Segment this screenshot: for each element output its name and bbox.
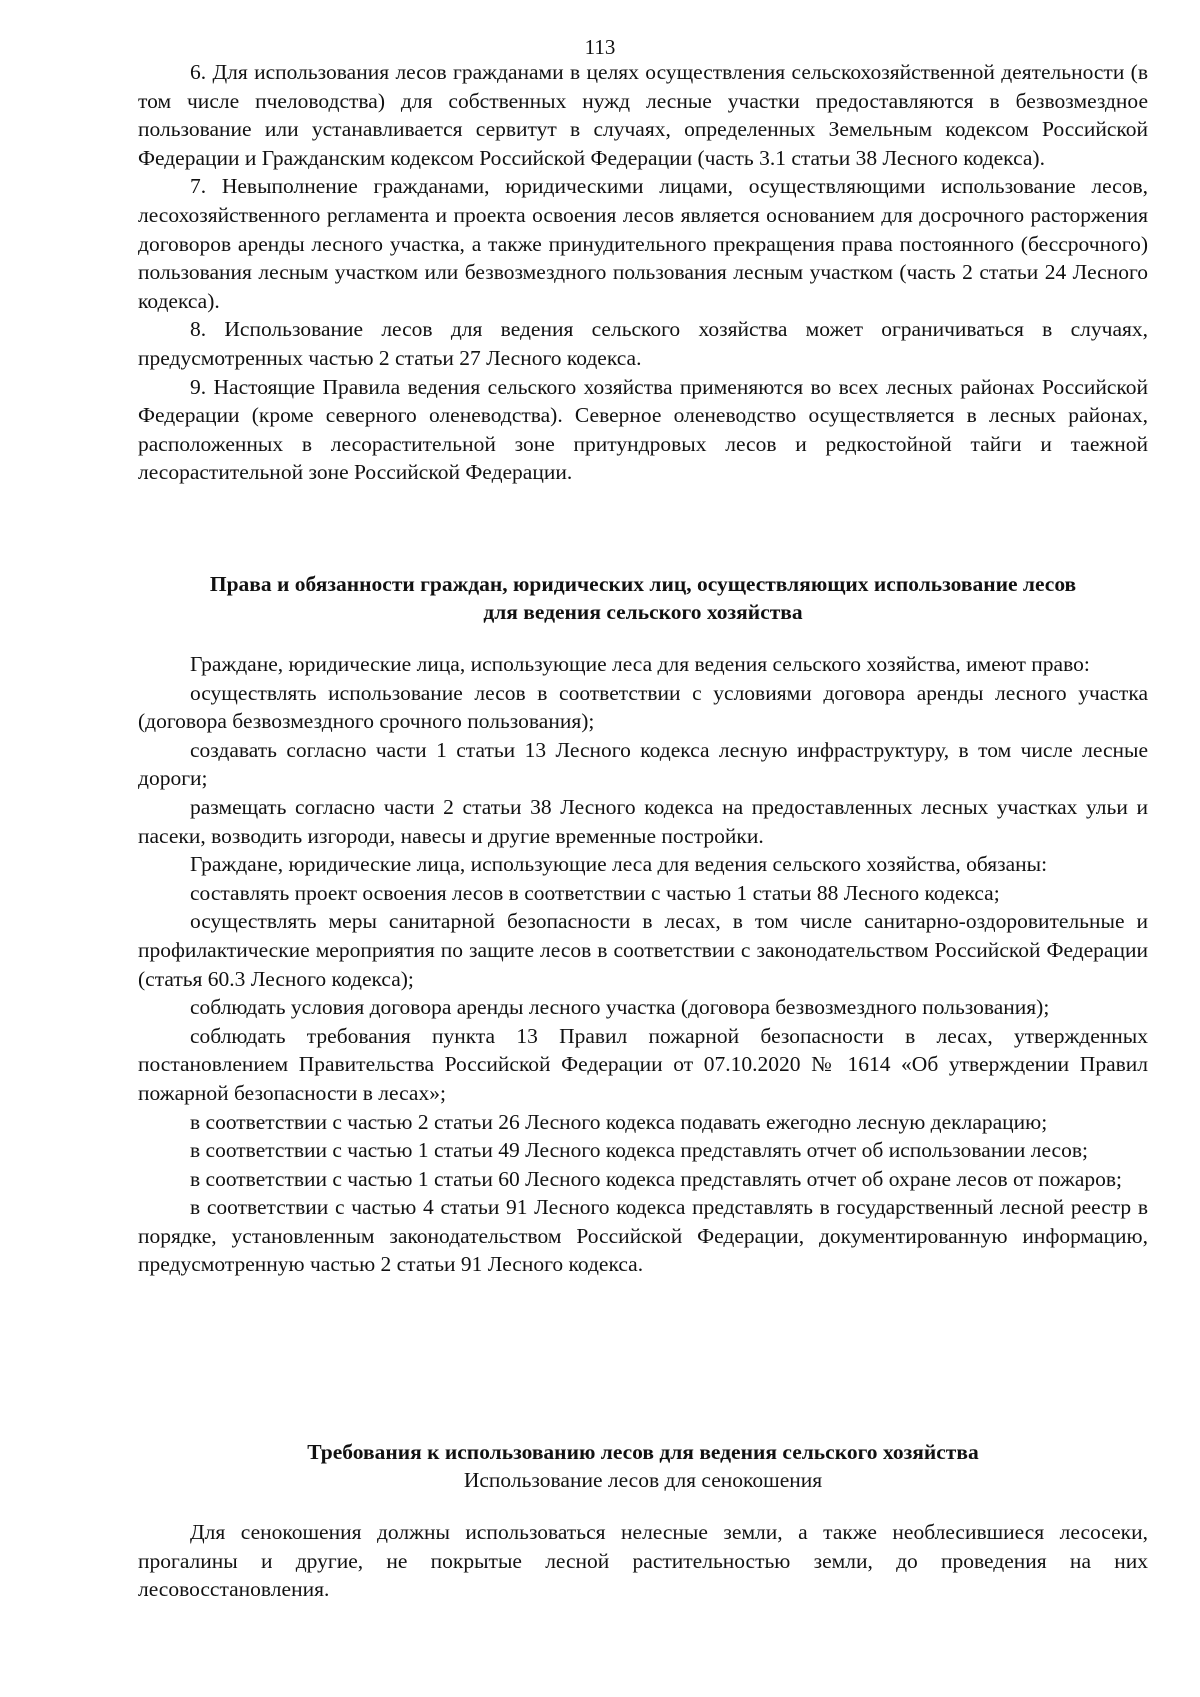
duties-paragraph: осуществлять меры санитарной безопасности в лесах, в том числе санитарно-оздоровительные и профилактические мероприятия по защите лесов в соответствии с законодательством Российской Федерации (статья 60.3 Лесного кодекса); bbox=[138, 909, 1148, 991]
section-heading: Требования к использованию лесов для ведения сельского хозяйства bbox=[307, 1440, 979, 1464]
duties-paragraph: в соответствии с частью 1 статьи 60 Лесного кодекса представлять отчет об охране лесов от пожаров; bbox=[190, 1166, 1123, 1191]
section-requirements-body bbox=[138, 1518, 1148, 1604]
rights-paragraph: создавать согласно части 1 статьи 13 Лесного кодекса лесную инфраструктуру, в том числе лесные дороги; bbox=[138, 737, 1148, 791]
section-rights-heading bbox=[138, 570, 1148, 626]
intro-section bbox=[138, 58, 1148, 487]
section-heading-line-2: для ведения сельского хозяйства bbox=[483, 600, 803, 624]
rights-paragraph: Граждане, юридические лица, использующие леса для ведения сельского хозяйства, имеют право: bbox=[190, 652, 1090, 676]
paragraph-9: 9. Настоящие Правила ведения сельского хозяйства применяются во всех лесных районах Российской Федерации (кроме северного оленеводства). Северное оленеводство осуществляется в лесных районах, расположенных в лесорастительной зоне притундровых лесов и редкостойной тайги и таежной лесорастительной зоне Российской Федерации. bbox=[138, 374, 1148, 485]
paragraph-6: 6. Для использования лесов гражданами в целях осуществления сельскохозяйственной деятельности (в том числе пчеловодства) для собственных нужд лесные участки предоставляются в безвозмездное пользование или устанавливается сервитут в случаях, определенных Земельным кодексом Российской Федерации и Гражданским кодексом Российской Федерации (часть 3.1 статьи 38 Лесного кодекса). bbox=[138, 60, 1148, 170]
section-heading-line-1: Права и обязанности граждан, юридических лиц, осуществляющих использование лесов bbox=[209, 572, 1077, 596]
paragraph-7: 7. Невыполнение гражданами, юридическими лицами, осуществляющими использование лесов, лесохозяйственного регламента и проекта освоения лесов является основанием для досрочного расторжения договоров аренды лесного участка, а также принудительного прекращения права постоянного (бессрочного) пользования лесным участком или безвозмездного пользования лесным участком (часть 2 статьи 24 Лесного кодекса). bbox=[138, 174, 1148, 313]
section-rights-body bbox=[138, 650, 1148, 1279]
section-subheading: Использование лесов для сенокошения bbox=[463, 1468, 823, 1492]
duties-paragraph: в соответствии с частью 1 статьи 49 Лесного кодекса представлять отчет об использовании лесов; bbox=[190, 1138, 1088, 1163]
haymaking-paragraph: Для сенокошения должны использоваться нелесные земли, а также необлесившиеся лесосеки, прогалины и другие, не покрытые лесной растительностью земли, до проведения на них лесовосстановления. bbox=[138, 1520, 1148, 1602]
duties-paragraph: Граждане, юридические лица, использующие леса для ведения сельского хозяйства, обязаны: bbox=[190, 852, 1048, 877]
section-requirements-heading bbox=[138, 1438, 1148, 1494]
page-number: 113 bbox=[584, 35, 616, 59]
duties-paragraph: соблюдать требования пункта 13 Правил пожарной безопасности в лесах, утвержденных постановлением Правительства Российской Федерации от 07.10.2020 № 1614 «Об утверждении Правил пожарной безопасности в лесах»; bbox=[138, 1023, 1148, 1105]
rights-paragraph: осуществлять использование лесов в соответствии с условиями договора аренды лесного участка (договора безвозмездного срочного пользования); bbox=[138, 680, 1148, 734]
paragraph-8: 8. Использование лесов для ведения сельского хозяйства может ограничиваться в случаях, предусмотренных частью 2 статьи 27 Лесного кодекса. bbox=[138, 317, 1148, 370]
duties-paragraph: составлять проект освоения лесов в соответствии с частью 1 статьи 88 Лесного кодекса; bbox=[190, 880, 1000, 905]
rights-paragraph: размещать согласно части 2 статьи 38 Лесного кодекса на предоставленных лесных участках ульи и пасеки, возводить изгороди, навесы и другие временные постройки. bbox=[138, 794, 1148, 848]
duties-paragraph: соблюдать условия договора аренды лесного участка (договора безвозмездного пользования); bbox=[190, 995, 1050, 1020]
duties-paragraph: в соответствии с частью 4 статьи 91 Лесного кодекса представлять в государственный лесной реестр в порядке, установленным законодательством Российской Федерации, документированную информацию, предусмотренную частью 2 статьи 91 Лесного кодекса. bbox=[138, 1195, 1148, 1277]
duties-paragraph: в соответствии с частью 2 статьи 26 Лесного кодекса подавать ежегодно лесную декларацию; bbox=[190, 1109, 1048, 1134]
